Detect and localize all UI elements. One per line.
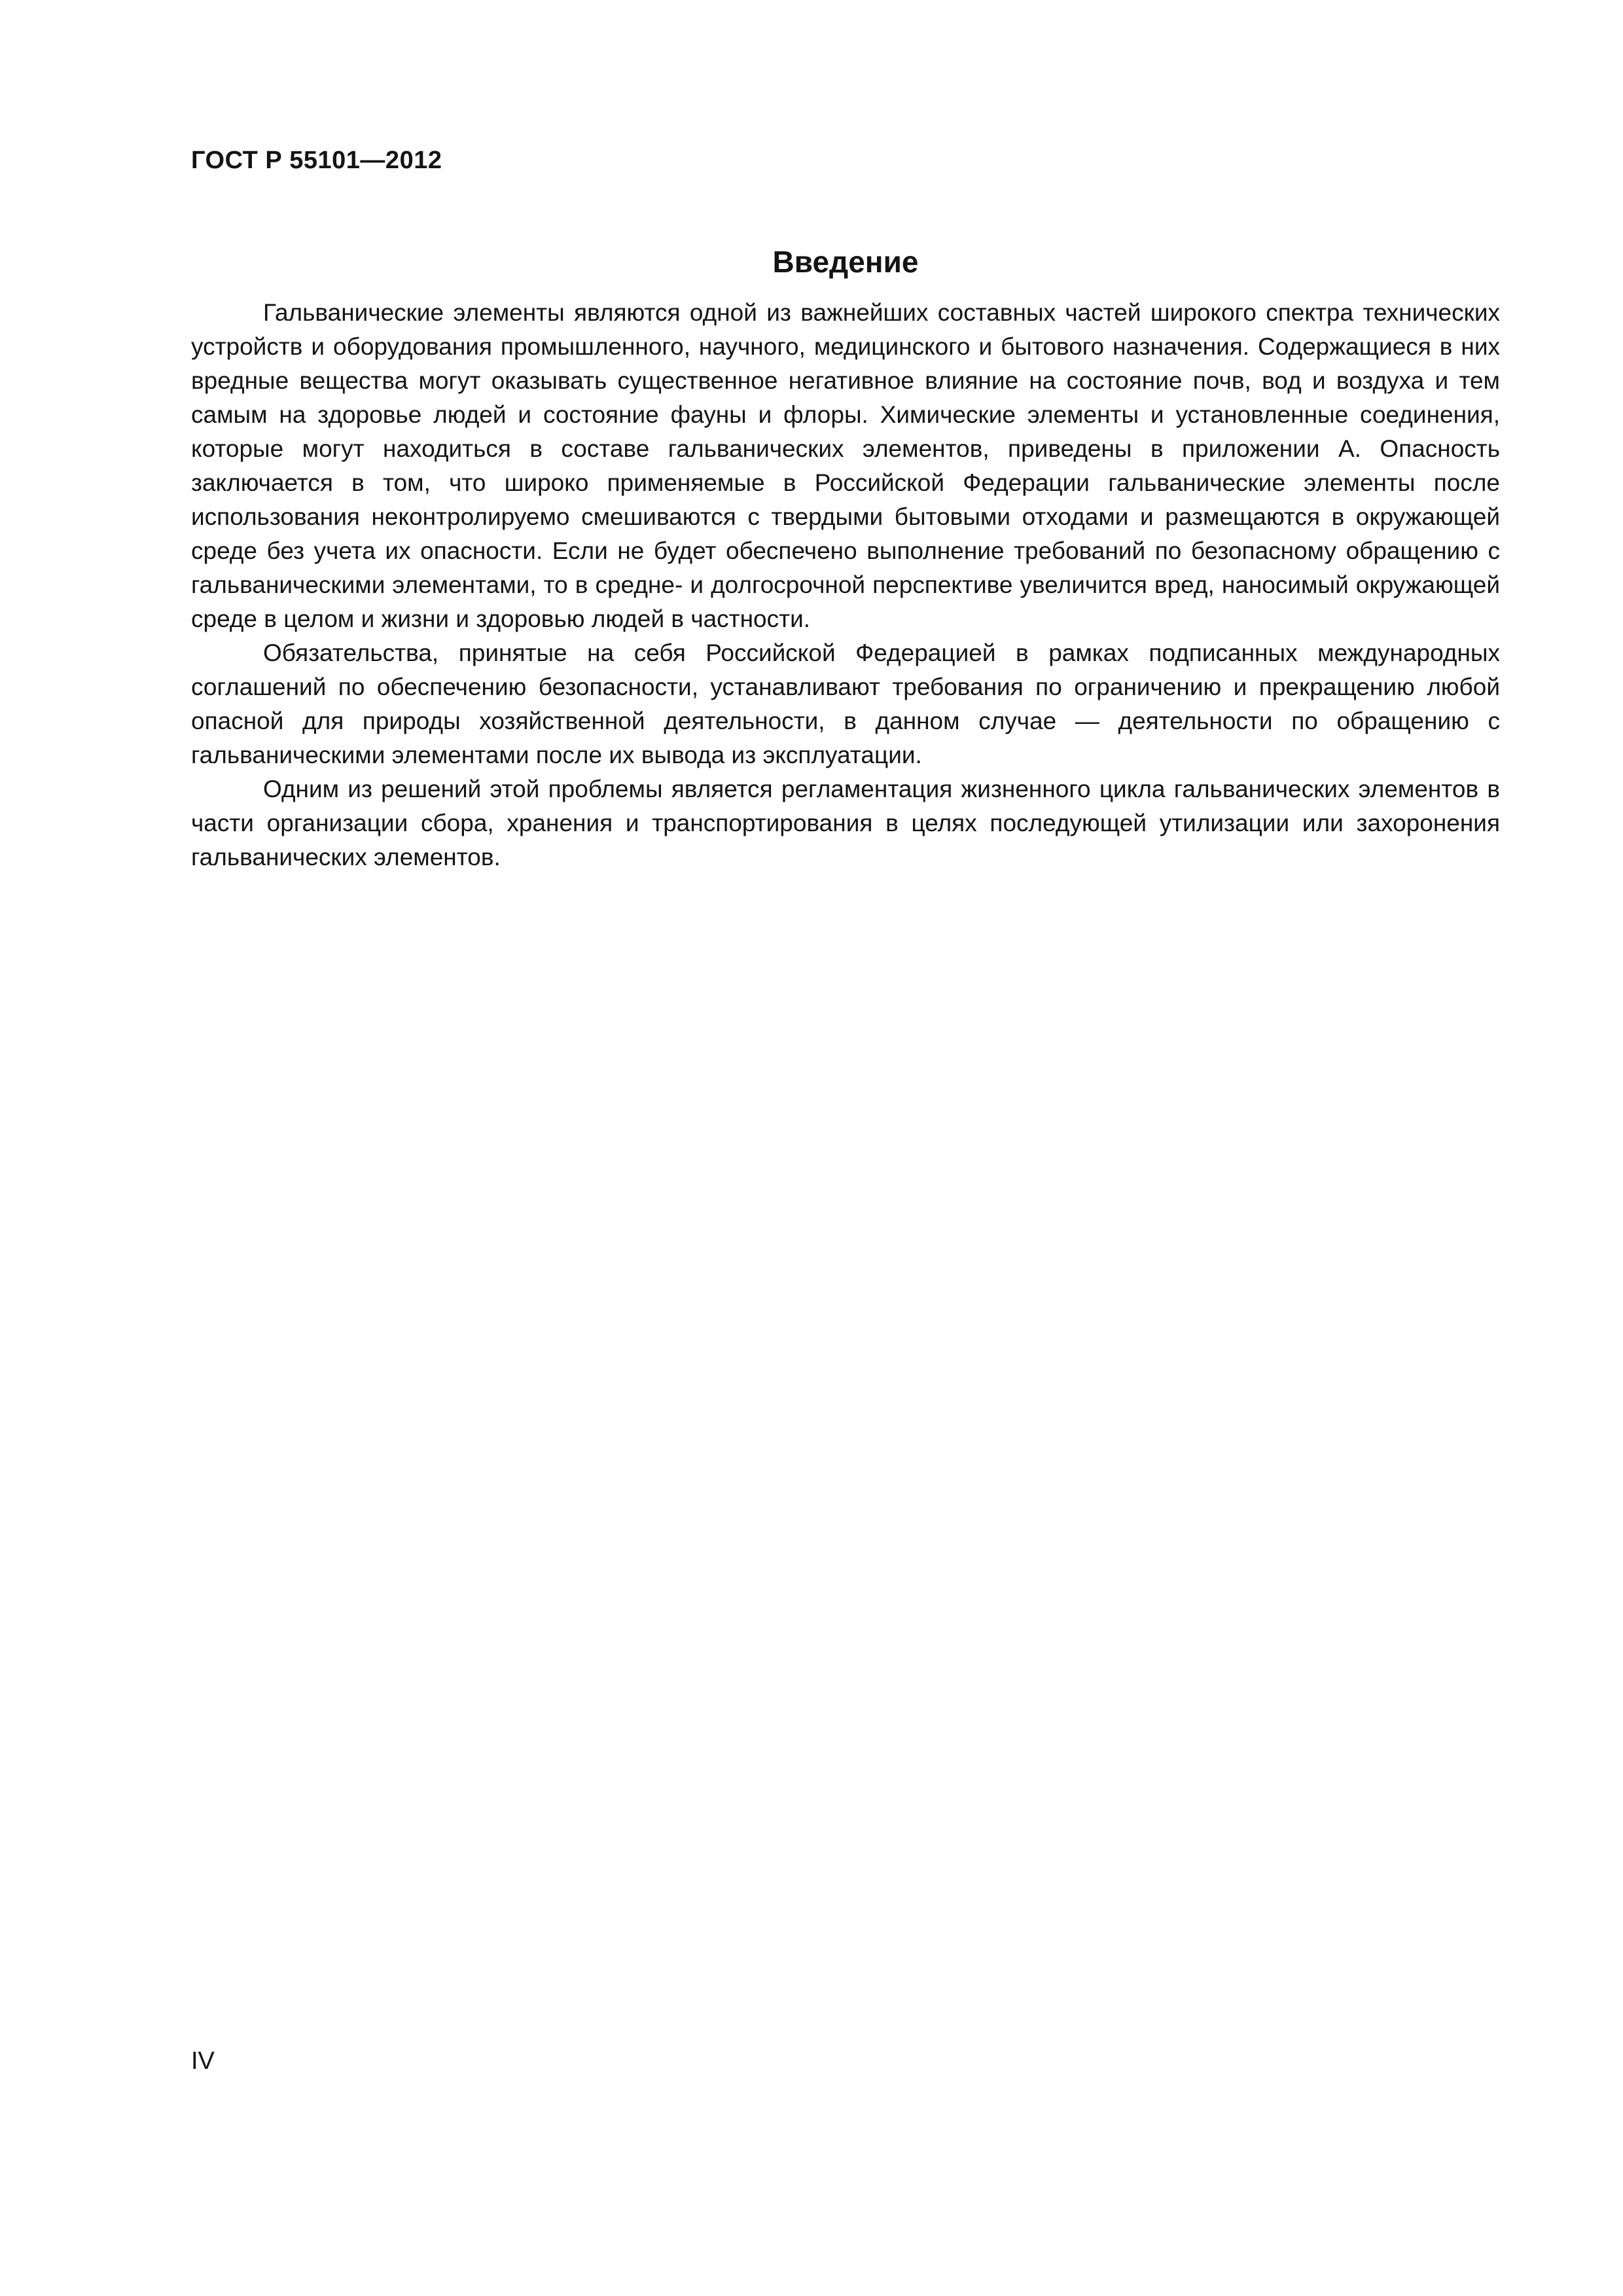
section-title: Введение (772, 244, 919, 279)
paragraph: Одним из решений этой проблемы является регламентация жизненного цикла гальванических элементов в части организации сбора, хранения и транспортирования в целях последующей утилизации или захоронения гальванических элементов. (191, 776, 1500, 870)
page-number: IV (191, 2047, 215, 2075)
paragraph: Обязательства, принятые на себя Российской Федерацией в рамках подписанных международных соглашений по обеспечению безопасности, устанавливают требования по ограничению и прекращению любой опасной для природы хозяйственной деятельности, в данном случае — деятельности по обращению с гальваническими элементами после их вывода из эксплуатации. (191, 639, 1500, 768)
document-code-header: ГОСТ Р 55101—2012 (191, 147, 442, 174)
paragraph: Гальванические элементы являются одной из важнейших составных частей широкого спектра технических устройств и оборудования промышленного, научного, медицинского и бытового назначения. Содержащиеся в них вредные вещества могут оказывать существенное негативное влияние на состояние почв, вод и воздуха и тем самым на здоровье людей и состояние фауны и флоры. Химические элементы и установленные соединения, которые могут находиться в составе гальванических элементов, приведены в приложении А. Опасность заключается в том, что широко применяемые в Российской Федерации гальванические элементы после использования неконтролируемо смешиваются с твердыми бытовыми отходами и размещаются в окружающей среде без учета их опасности. Если не будет обеспечено выполнение требований по безопасному обращению с гальваническими элементами, то в средне- и долгосрочной перспективе увеличится вред, наносимый окружающей среде в целом и жизни и здоровью людей в частности. (191, 299, 1500, 632)
introduction-body (191, 296, 1500, 874)
